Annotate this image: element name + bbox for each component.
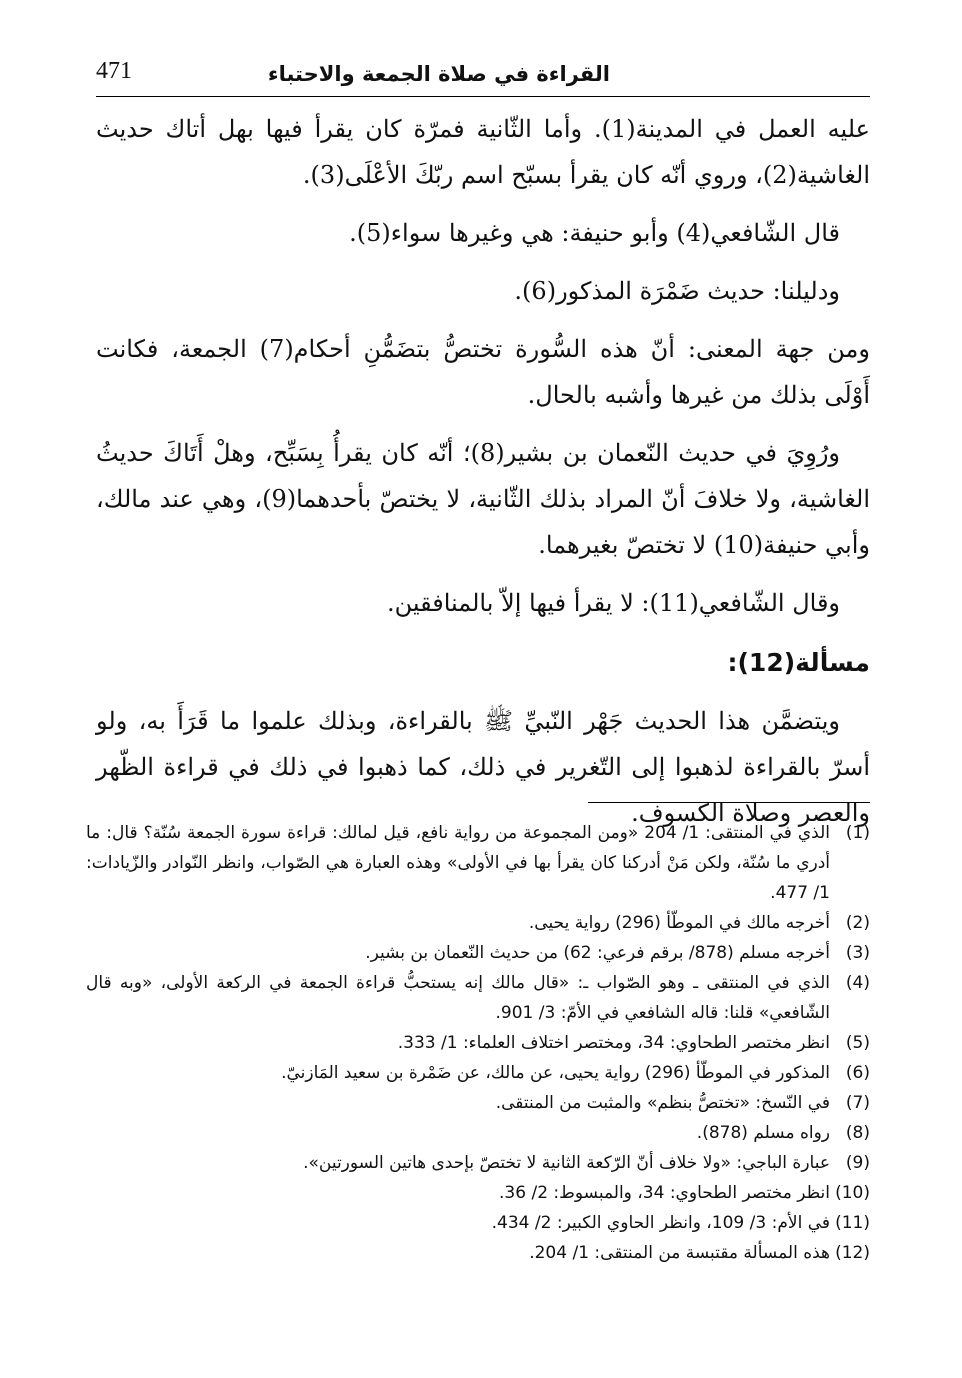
footnote-text: انظر مختصر الطحاوي: 34، والمبسوط: 2/ 36. <box>499 1183 830 1203</box>
footnote-number: (11) <box>835 1213 870 1233</box>
footnote <box>86 1178 870 1208</box>
footnote-text: في الأم: 3/ 109، وانظر الحاوي الكبير: 2/ 434. <box>491 1213 830 1233</box>
footnote-number: (3) <box>845 943 870 963</box>
footnote <box>86 1058 870 1088</box>
page-number: 471 <box>96 58 132 84</box>
footnote-number: (9) <box>845 1153 870 1173</box>
section-heading: مسألة(12): <box>727 648 870 677</box>
footnote <box>86 908 870 938</box>
page-header <box>96 56 870 97</box>
footnote-number: (7) <box>845 1093 870 1113</box>
footnote-divider <box>588 802 870 803</box>
paragraph: قال الشّافعي(4) وأبو حنيفة: هي وغيرها سواء(5). <box>349 219 840 247</box>
footnote <box>86 968 870 1028</box>
paragraph: وقال الشّافعي(11): لا يقرأ فيها إلاّ بالمنافقين. <box>386 589 840 617</box>
paragraph: ويتضمَّن هذا الحديث جَهْر النّبيِّ ﷺ بالقراءة، وبذلك علموا ما قَرَأَ به، ولو أسرّ بالقراءة لذهبوا إلى التّغرير في ذلك، كما ذهبوا في ذلك في قراءة الظّهر والعصر وصلاة الكسوف. <box>96 707 870 827</box>
footnote-number: (5) <box>845 1033 870 1053</box>
paragraph: عليه العمل في المدينة(1). وأما الثّانية فمرّة كان يقرأ فيها بهل أتاك حديث الغاشية(2)، وروي أنّه كان يقرأ بسبّح اسم ربّكَ الأعْلَى(3). <box>96 115 870 189</box>
footnote <box>86 1088 870 1118</box>
footnote-text: الذي في المنتقى ـ وهو الصّواب ـ: «قال مالك إنه يستحبُّ قراءة الجمعة في الركعة الأولى، «وبه قال الشّافعي» قلنا: قاله الشافعي في الأمّ: 3/ 901. <box>86 973 830 1023</box>
running-title: القراءة في صلاة الجمعة والاحتباء <box>267 62 610 86</box>
footnote <box>86 818 870 908</box>
paragraph: ورُوِيَ في حديث النّعمان بن بشير(8)؛ أنّه كان يقرأُ بِسَبِّح، وهلْ أَتَاكَ حديثُ الغاشية، ولا خلافَ أنّ المراد بذلك الثّانية، لا يختصّ بأحدهما(9)، وهي عند مالك، وأبي حنيفة(10) لا تختصّ بغيرهما. <box>96 439 871 559</box>
paragraph: ودليلنا: حديث ضَمْرَة المذكور(6). <box>514 277 840 305</box>
footnote <box>86 1118 870 1148</box>
main-text <box>96 106 870 848</box>
footnote-number: (4) <box>845 973 870 993</box>
footnote <box>86 1148 870 1178</box>
footnote-text: رواه مسلم (878). <box>696 1123 830 1143</box>
footnote-text: المذكور في الموطّأ (296) رواية يحيى، عن مالك، عن ضَمْرة بن سعيد المَازنيّ. <box>281 1063 830 1083</box>
footnote-number: (8) <box>845 1123 870 1143</box>
footnote-text: في النّسخ: «تختصُّ بنظم» والمثبت من المنتقى. <box>495 1093 830 1113</box>
footnote <box>86 1238 870 1268</box>
footnote-number: (1) <box>845 823 870 843</box>
footnote-text: انظر مختصر الطحاوي: 34، ومختصر اختلاف العلماء: 1/ 333. <box>397 1033 830 1053</box>
footnote-text: أخرجه مالك في الموطّأ (296) رواية يحيى. <box>528 913 830 933</box>
footnote-number: (2) <box>845 913 870 933</box>
footnote <box>86 1208 870 1238</box>
paragraph: ومن جهة المعنى: أنّ هذه السُّورة تختصُّ بتضَمُّنِ أحكام(7) الجمعة، فكانت أَوْلَى بذلك من غيرها وأشبه بالحال. <box>96 335 870 409</box>
footnote <box>86 1028 870 1058</box>
footnote-number: (6) <box>845 1063 870 1083</box>
footnotes <box>86 818 870 1268</box>
footnote-text: الذي في المنتقى: 1/ 204 «ومن المجموعة من رواية نافع، قيل لمالك: قراءة سورة الجمعة سُنّة؟ قال: ما أدري ما سُنّة، ولكن مَنْ أدركنا كان يقرأ بها في الأولى» وهذه العبارة هي الصّواب، وانظر النّوادر والزّيادات: 1/ 477. <box>86 823 830 903</box>
footnote-text: عبارة الباجي: «ولا خلاف أنّ الرّكعة الثانية لا تختصّ بإحدى هاتين السورتين». <box>303 1153 830 1173</box>
footnote-text: هذه المسألة مقتبسة من المنتقى: 1/ 204. <box>529 1243 830 1263</box>
footnote-text: أخرجه مسلم (878/ برقم فرعي: 62) من حديث النّعمان بن بشير. <box>365 943 830 963</box>
footnote <box>86 938 870 968</box>
footnote-number: (12) <box>835 1243 870 1263</box>
footnote-number: (10) <box>835 1183 870 1203</box>
